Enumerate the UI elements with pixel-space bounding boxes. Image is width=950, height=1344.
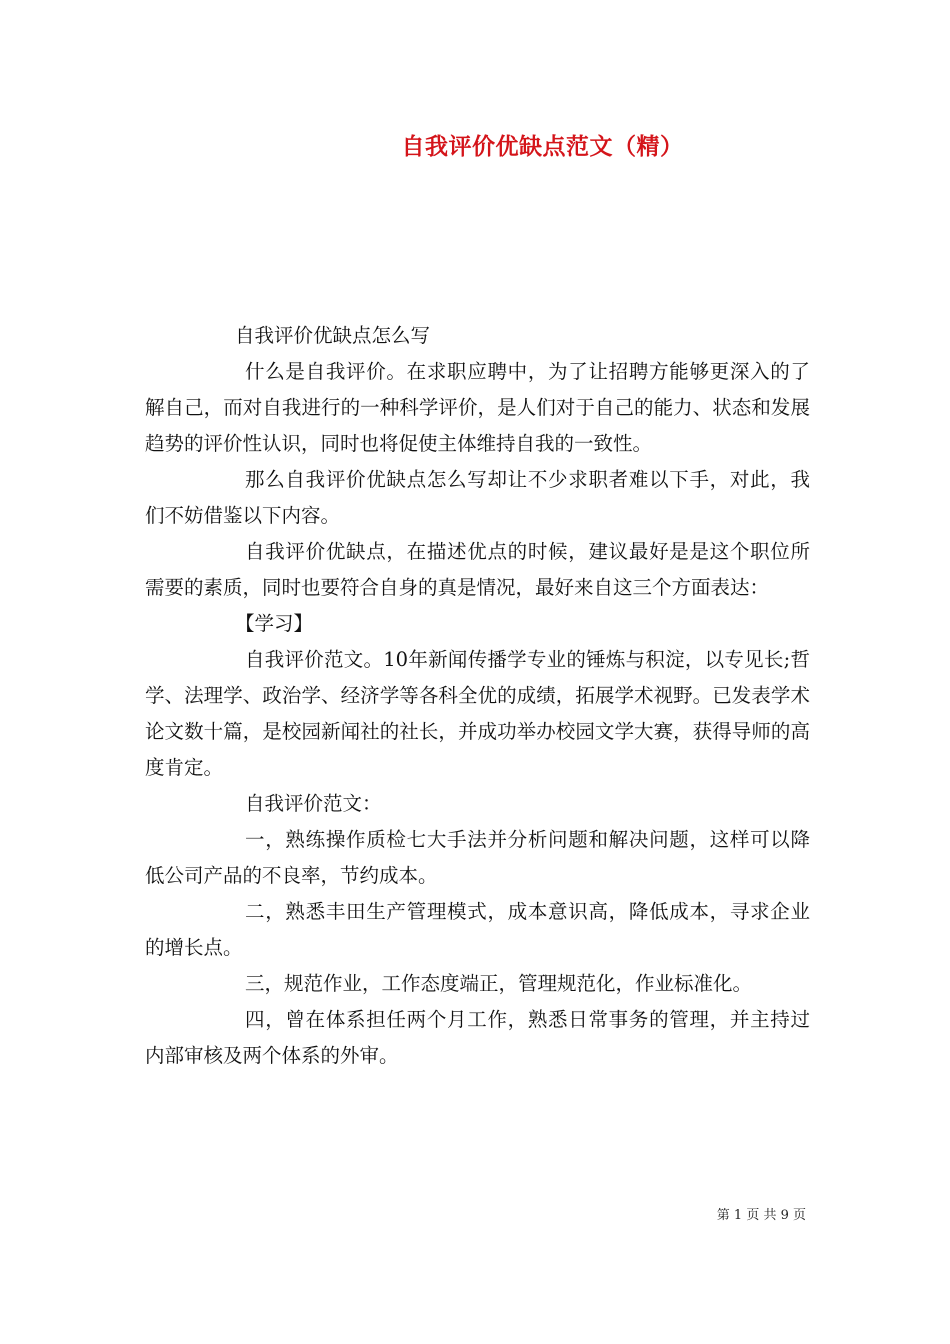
list-item: 一，熟练操作质检七大手法并分析问题和解决问题，这样可以降低公司产品的不良率，节约成本。 <box>145 828 810 887</box>
list-item: 二，熟悉丰田生产管理模式，成本意识高，降低成本，寻求企业的增长点。 <box>145 900 810 959</box>
document-body <box>145 318 810 1074</box>
paragraph-heading: 自我评价优缺点怎么写 <box>235 324 431 347</box>
list-item: 四，曾在体系担任两个月工作，熟悉日常事务的管理，并主持过内部审核及两个体系的外审。 <box>145 1008 810 1067</box>
paragraph: 什么是自我评价。在求职应聘中，为了让招聘方能够更深入的了解自己，而对自我进行的一种科学评价，是人们对于自己的能力、状态和发展趋势的评价性认识，同时也将促使主体维持自我的一致性。 <box>145 360 810 455</box>
document-title: 自我评价优缺点范文（精） <box>401 133 684 160</box>
paragraph: 自我评价优缺点，在描述优点的时候，建议最好是是这个职位所需要的素质，同时也要符合自身的真是情况，最好来自这三个方面表达： <box>145 540 810 599</box>
page-number-footer: 第 1 页 共 9 页 <box>716 1208 806 1223</box>
paragraph: 自我评价范文： <box>245 792 382 815</box>
paragraph: 自我评价范文。10年新闻传播学专业的锤炼与积淀，以专见长;哲学、法理学、政治学、经济学等各科全优的成绩，拓展学术视野。已发表学术论文数十篇，是校园新闻社的社长，并成功举办校园文学大赛，获得导师的高度肯定。 <box>145 648 810 779</box>
section-label: 【学习】 <box>235 612 314 635</box>
paragraph: 那么自我评价优缺点怎么写却让不少求职者难以下手，对此，我们不妨借鉴以下内容。 <box>145 468 810 527</box>
list-item: 三，规范作业，工作态度端正，管理规范化，作业标准化。 <box>245 972 753 995</box>
